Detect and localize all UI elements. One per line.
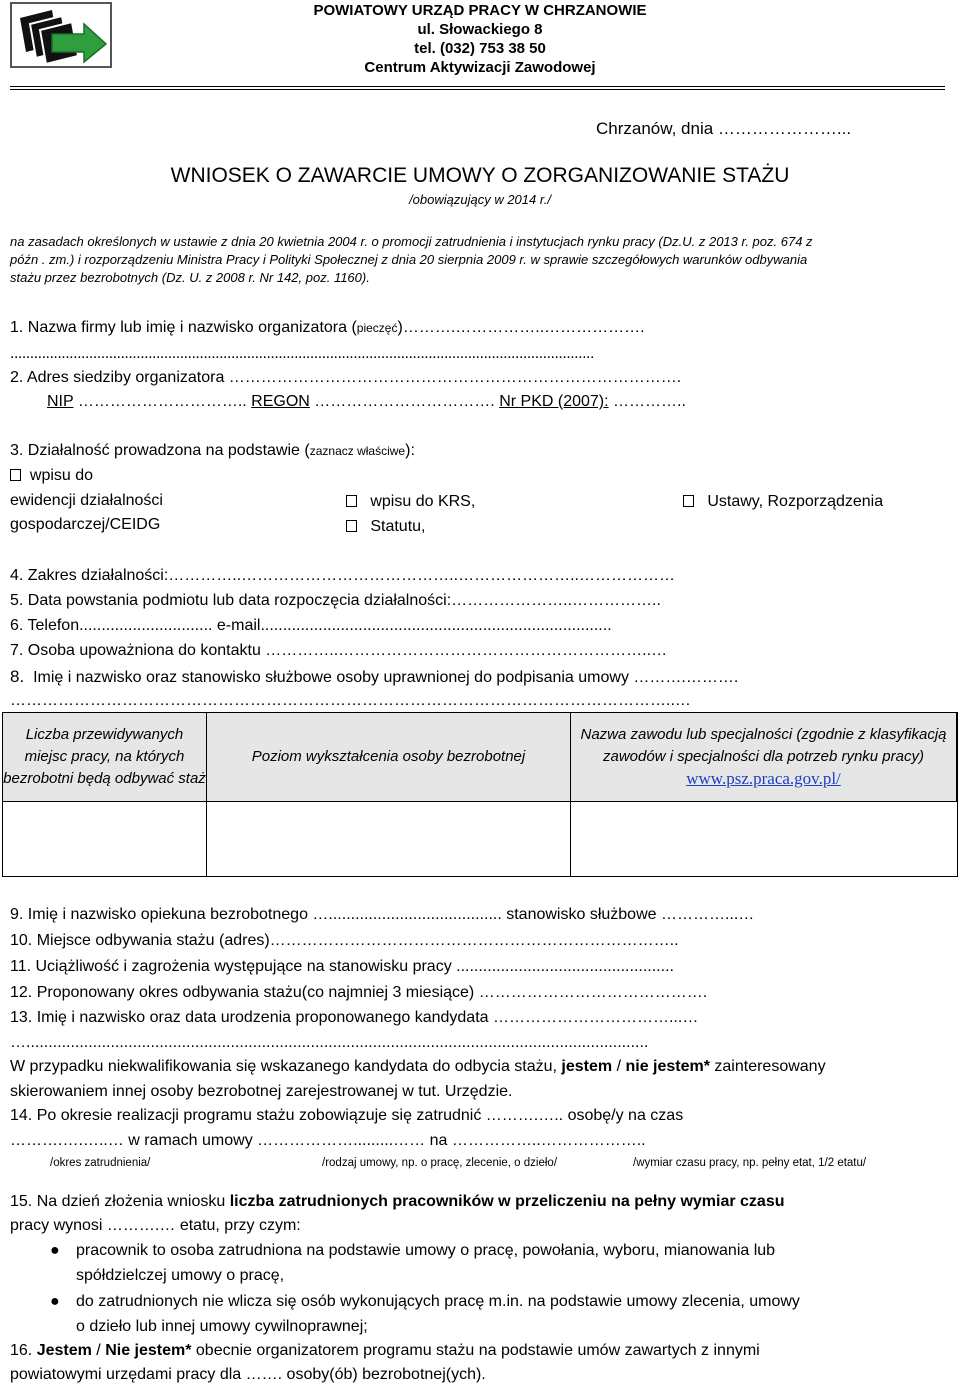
question-6: 6. Telefon.............................. e-mail............................................................................... [10,617,612,634]
question-1: 1. Nazwa firmy lub imię i nazwisko organizatora (pieczęć)……….……………..………………. [10,319,645,336]
document-title: WNIOSEK O ZAWARCIE UMOWY O ZORGANIZOWANIE STAŻU [170,164,790,187]
question-15-line-2: pracy wynosi ……….… etatu, przy czym: [10,1217,301,1234]
question-7: 7. Osoba upoważniona do kontaktu …………..…………………………………………………..… [10,642,668,659]
table-divider [206,802,207,877]
option-ceidg-line-3: gospodarczej/CEIDG [10,516,161,533]
header-phone: tel. (032) 753 38 50 [414,40,546,57]
question-2: 2. Adres siedziby organizatora …………………………………………………………………………. [10,369,682,386]
checkbox-ceidg[interactable] [10,469,21,481]
option-nie-jestem[interactable]: nie jestem* [625,1058,710,1075]
question-9: 9. Imię i nazwisko opiekuna bezrobotnego …....................................... stanowisko służbowe …………...… [10,906,755,923]
table-header-occupation: Nazwa zawodu lub specjalności (zgodnie z klasyfikacją zawodów i specjalności dla potrzeb rynku pracy) www.psz.praca.gov.pl/ [571,713,957,801]
question-16-line-2: powiatowymi urzędami pracy dla ……. osoby(ób) bezrobotnej(ych). [10,1366,486,1383]
option-ceidg[interactable]: wpisu do [10,467,93,485]
table-divider [570,802,571,877]
checkbox-statute[interactable] [346,520,357,532]
replacement-note: W przypadku niekwalifikowania się wskazanego kandydata do odbycia stażu, jestem / nie jestem* zainteresowany [10,1058,826,1075]
regon-label: REGON [251,393,310,410]
option-statute[interactable]: Statutu, [346,518,426,536]
question-14-line-2: ……….….…..… w ramach umowy ……………….........…… na ……………..……………….. [10,1132,646,1149]
bullet-icon: ● [50,1242,60,1259]
caption-employment-period: /okres zatrudnienia/ [50,1157,151,1169]
question-16: 16. Jestem / Nie jestem* obecnie organizatorem programu stażu na podstawie umów zawartych z innymi [10,1342,760,1359]
caption-working-time: /wymiar czasu pracy, np. pełny etat, 1/2 etatu/ [633,1157,867,1169]
document-subtitle: /obowiązujący w 2014 r./ [409,192,551,207]
question-13: 13. Imię i nazwisko oraz data urodzenia proponowanego kandydata ……………………………...… [10,1009,699,1026]
legal-basis-line-1: na zasadach określonych w ustawie z dnia 20 kwietnia 2004 r. o promocji zatrudnienia i instytucjach rynku pracy (Dz.U. z 2013 r. poz. 674 z [10,234,813,249]
question-14: 14. Po okresie realizacji programu stażu zobowiązuje się zatrudnić ……….….. osobę/y na czas [10,1107,684,1124]
positions-table [2,712,958,877]
option-krs[interactable]: wpisu do KRS, [346,493,475,511]
question-4: 4. Zakres działalności:…………..…………………………………..…………………..……………… [10,567,675,584]
question-10: 10. Miejsce odbywania stażu (adres)………………………………………………………………….. [10,932,679,949]
header-department: Centrum Aktywizacji Zawodowej [364,59,596,76]
header-divider-2 [10,89,945,90]
table-header-education: Poziom wykształcenia osoby bezrobotnej [207,713,571,801]
header-address: ul. Słowackiego 8 [417,21,543,38]
table-body-row[interactable] [3,801,957,877]
question-15-bullet-2: do zatrudnionych nie wlicza się osób wykonujących pracę m.in. na podstawie umowy zlecenia, umowy [76,1293,800,1310]
date-line: Chrzanów, dnia …………………... [596,119,852,138]
question-2-ids: NIP ………………………….. REGON ……………………………. Nr PKD (2007): ………….. [47,393,686,410]
checkbox-krs[interactable] [346,495,357,507]
question-11: 11. Uciążliwość i zagrożenia występujące na stanowisku pracy ................................................. [10,958,674,975]
question-12: 12. Proponowany okres odbywania stażu(co najmniej 3 miesiące) ……………………………………. [10,984,708,1001]
header-divider [10,86,945,87]
question-13-continuation: …............................................................................................................................................ [10,1034,649,1051]
question-3: 3. Działalność prowadzona na podstawie (zaznacz właściwe): [10,442,415,459]
legal-basis-line-2: późn . zm.) i rozporządzeniu Ministra Pracy i Polityki Społecznej z dnia 20 sierpnia 2009 r. w sprawie szczegółowych warunków odbywania [10,252,808,267]
option-act[interactable]: Ustawy, Rozporządzenia [683,493,883,511]
option-nie-jestem-16[interactable]: Nie jestem* [105,1342,192,1359]
bullet-icon: ● [50,1293,60,1310]
question-15: 15. Na dzień złożenia wniosku liczba zatrudnionych pracowników w przeliczeniu na pełny wymiar czasu [10,1193,785,1210]
header-office-name: POWIATOWY URZĄD PRACY W CHRZANOWIE [313,2,647,19]
caption-contract-type: /rodzaj umowy, np. o pracę, zlecenie, o dzieło/ [322,1157,558,1169]
question-1-continuation: .................................................................................................................................................... [10,345,594,362]
legal-basis-line-3: stażu przez bezrobotnych (Dz. U. z 2008 r. Nr 142, poz. 1160). [10,270,370,285]
question-15-bullet-1-line-2: spółdzielczej umowy o pracę, [76,1267,285,1284]
table-header-count: Liczba przewidywanych miejsc pracy, na których bezrobotni będą odbywać staż [3,713,207,801]
question-15-bullet-1: pracownik to osoba zatrudniona na podstawie umowy o pracę, powołania, wyboru, mianowania lub [76,1242,776,1259]
checkbox-act[interactable] [683,495,694,507]
question-8-continuation: ……………………………………………………………………………………………………………..… [10,692,691,709]
question-5: 5. Data powstania podmiotu lub data rozpoczęcia działalności:…………………..…………….. [10,592,661,609]
question-8: 8. Imię i nazwisko oraz stanowisko służbowe osoby uprawnionej do podpisania umowy ……….………. [10,667,739,686]
psz-link[interactable]: www.psz.praca.gov.pl/ [686,768,841,788]
question-15-bullet-2-line-2: o dzieło lub innej umowy cywilnoprawnej; [76,1318,368,1335]
option-jestem-16[interactable]: Jestem [36,1342,92,1359]
replacement-note-line-2: skierowaniem innej osoby bezrobotnej zarejestrowanej w tut. Urzędzie. [10,1083,513,1100]
pkd-label: Nr PKD (2007): [499,393,609,410]
nip-label: NIP [47,393,74,410]
option-jestem[interactable]: jestem [561,1058,613,1075]
option-ceidg-line-2: ewidencji działalności [10,492,163,509]
